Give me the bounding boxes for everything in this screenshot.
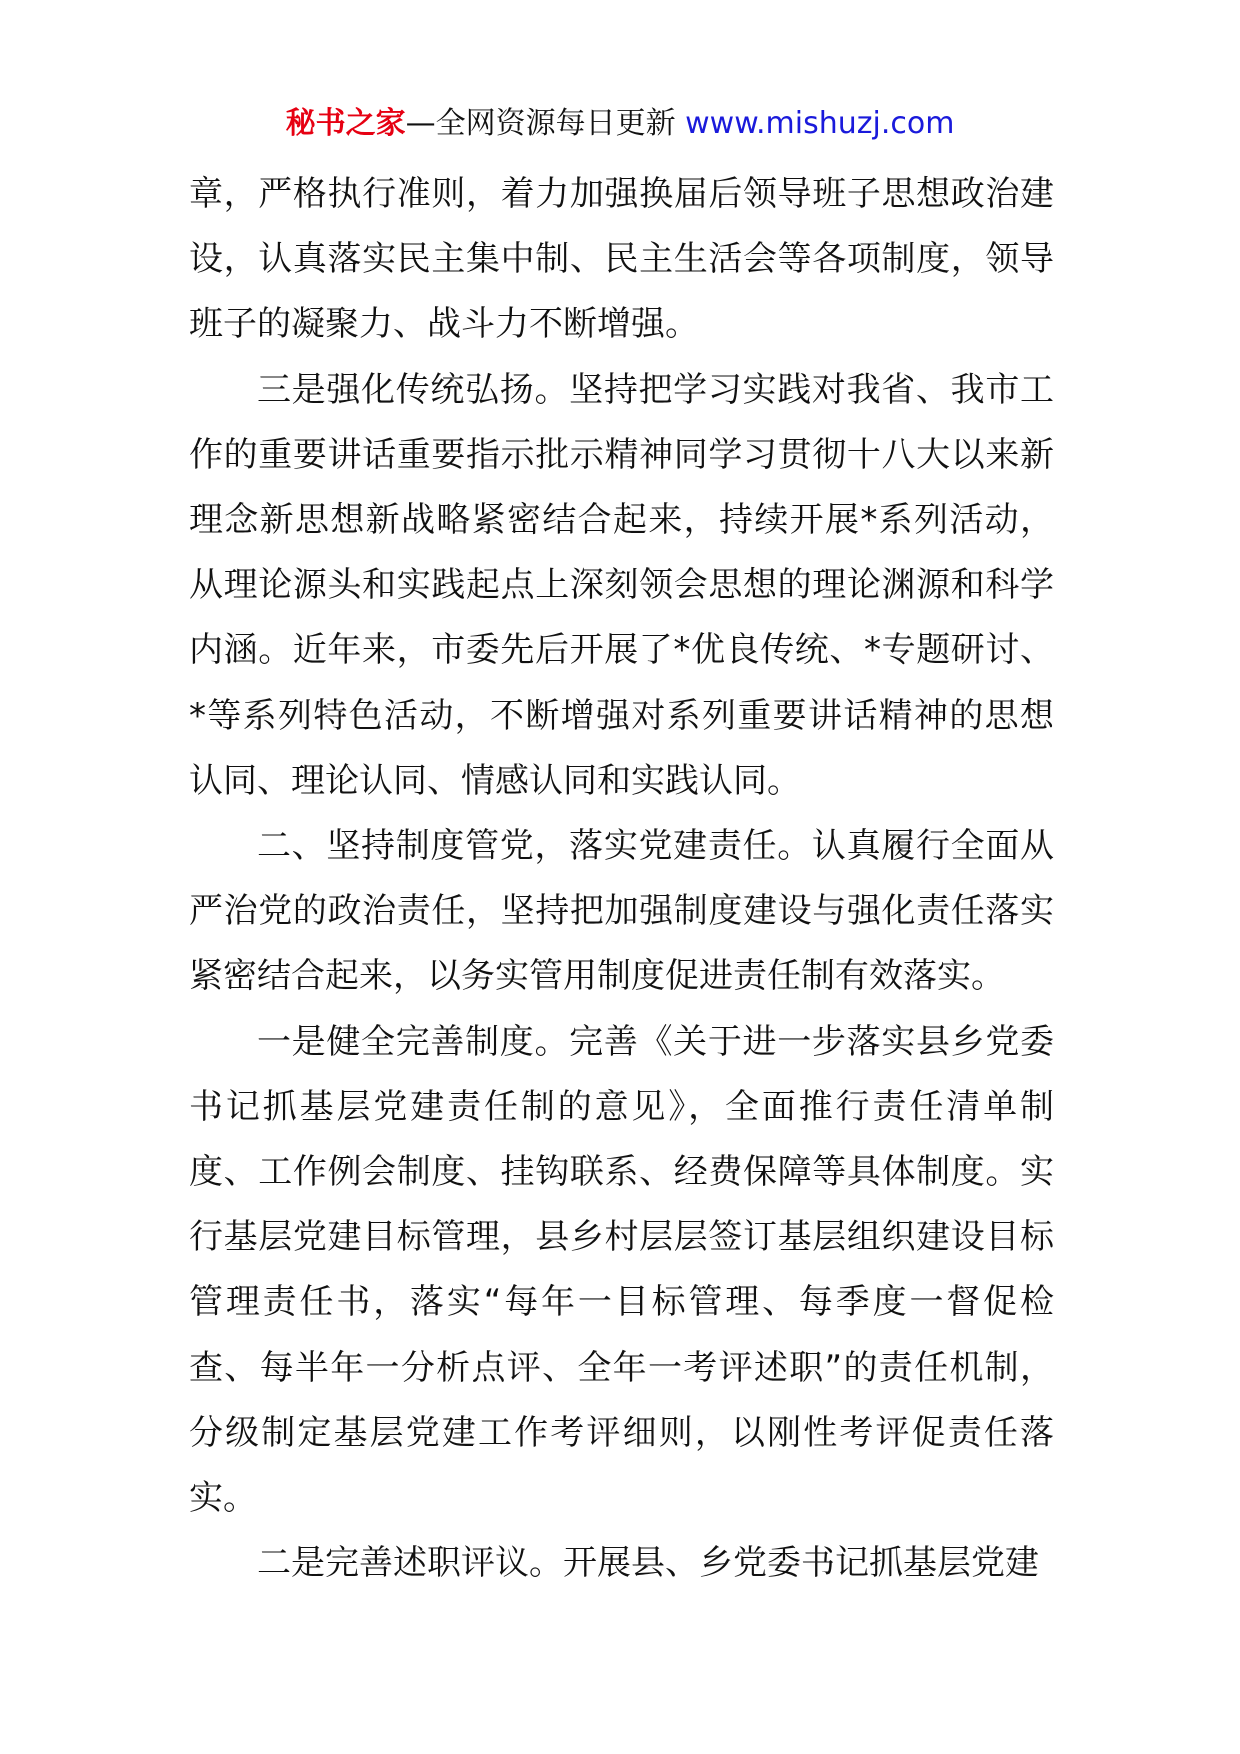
page-header — [0, 102, 1240, 146]
header-tagline: —全网资源每日更新 — [405, 106, 676, 141]
paragraph-section-two: 二、坚持制度管党，落实党建责任。认真履行全面从严治党的政治责任，坚持把加强制度建设与强化责任落实紧密结合起来，以务实管用制度促进责任制有效落实。 — [189, 826, 1054, 997]
paragraph-continued: 章，严格执行准则，着力加强换届后领导班子思想政治建设，认真落实民主集中制、民主生活会等各项制度，领导班子的凝聚力、战斗力不断增强。 — [189, 174, 1054, 345]
paragraph-system: 一是健全完善制度。完善《关于进一步落实县乡党委书记抓基层党建责任制的意见》，全面推行责任清单制度、工作例会制度、挂钩联系、经费保障等具体制度。实行基层党建目标管理，县乡村层层签订基层组织建设目标管理责任书，落实“每年一目标管理、每季度一督促检查、每半年一分析点评、全年一考评述职”的责任机制，分级制定基层党建工作考评细则，以刚性考评促责任落实。 — [189, 1021, 1054, 1519]
document-body — [189, 162, 1054, 1596]
paragraph-tradition: 三是强化传统弘扬。坚持把学习实践对我省、我市工作的重要讲话重要指示批示精神同学习贯彻十八大以来新理念新思想新战略紧密结合起来，持续开展*系列活动，从理论源头和实践起点上深刻领会思想的理论渊源和科学内涵。近年来，市委先后开展了*优良传统、*专题研讨、*等系列特色活动，不断增强对系列重要讲话精神的思想认同、理论认同、情感认同和实践认同。 — [189, 369, 1054, 801]
paragraph-review: 二是完善述职评议。开展县、乡党委书记抓基层党建 — [257, 1543, 1039, 1584]
website-link[interactable]: www.mishuzj.com — [685, 106, 955, 141]
brand-name: 秘书之家 — [285, 106, 406, 141]
